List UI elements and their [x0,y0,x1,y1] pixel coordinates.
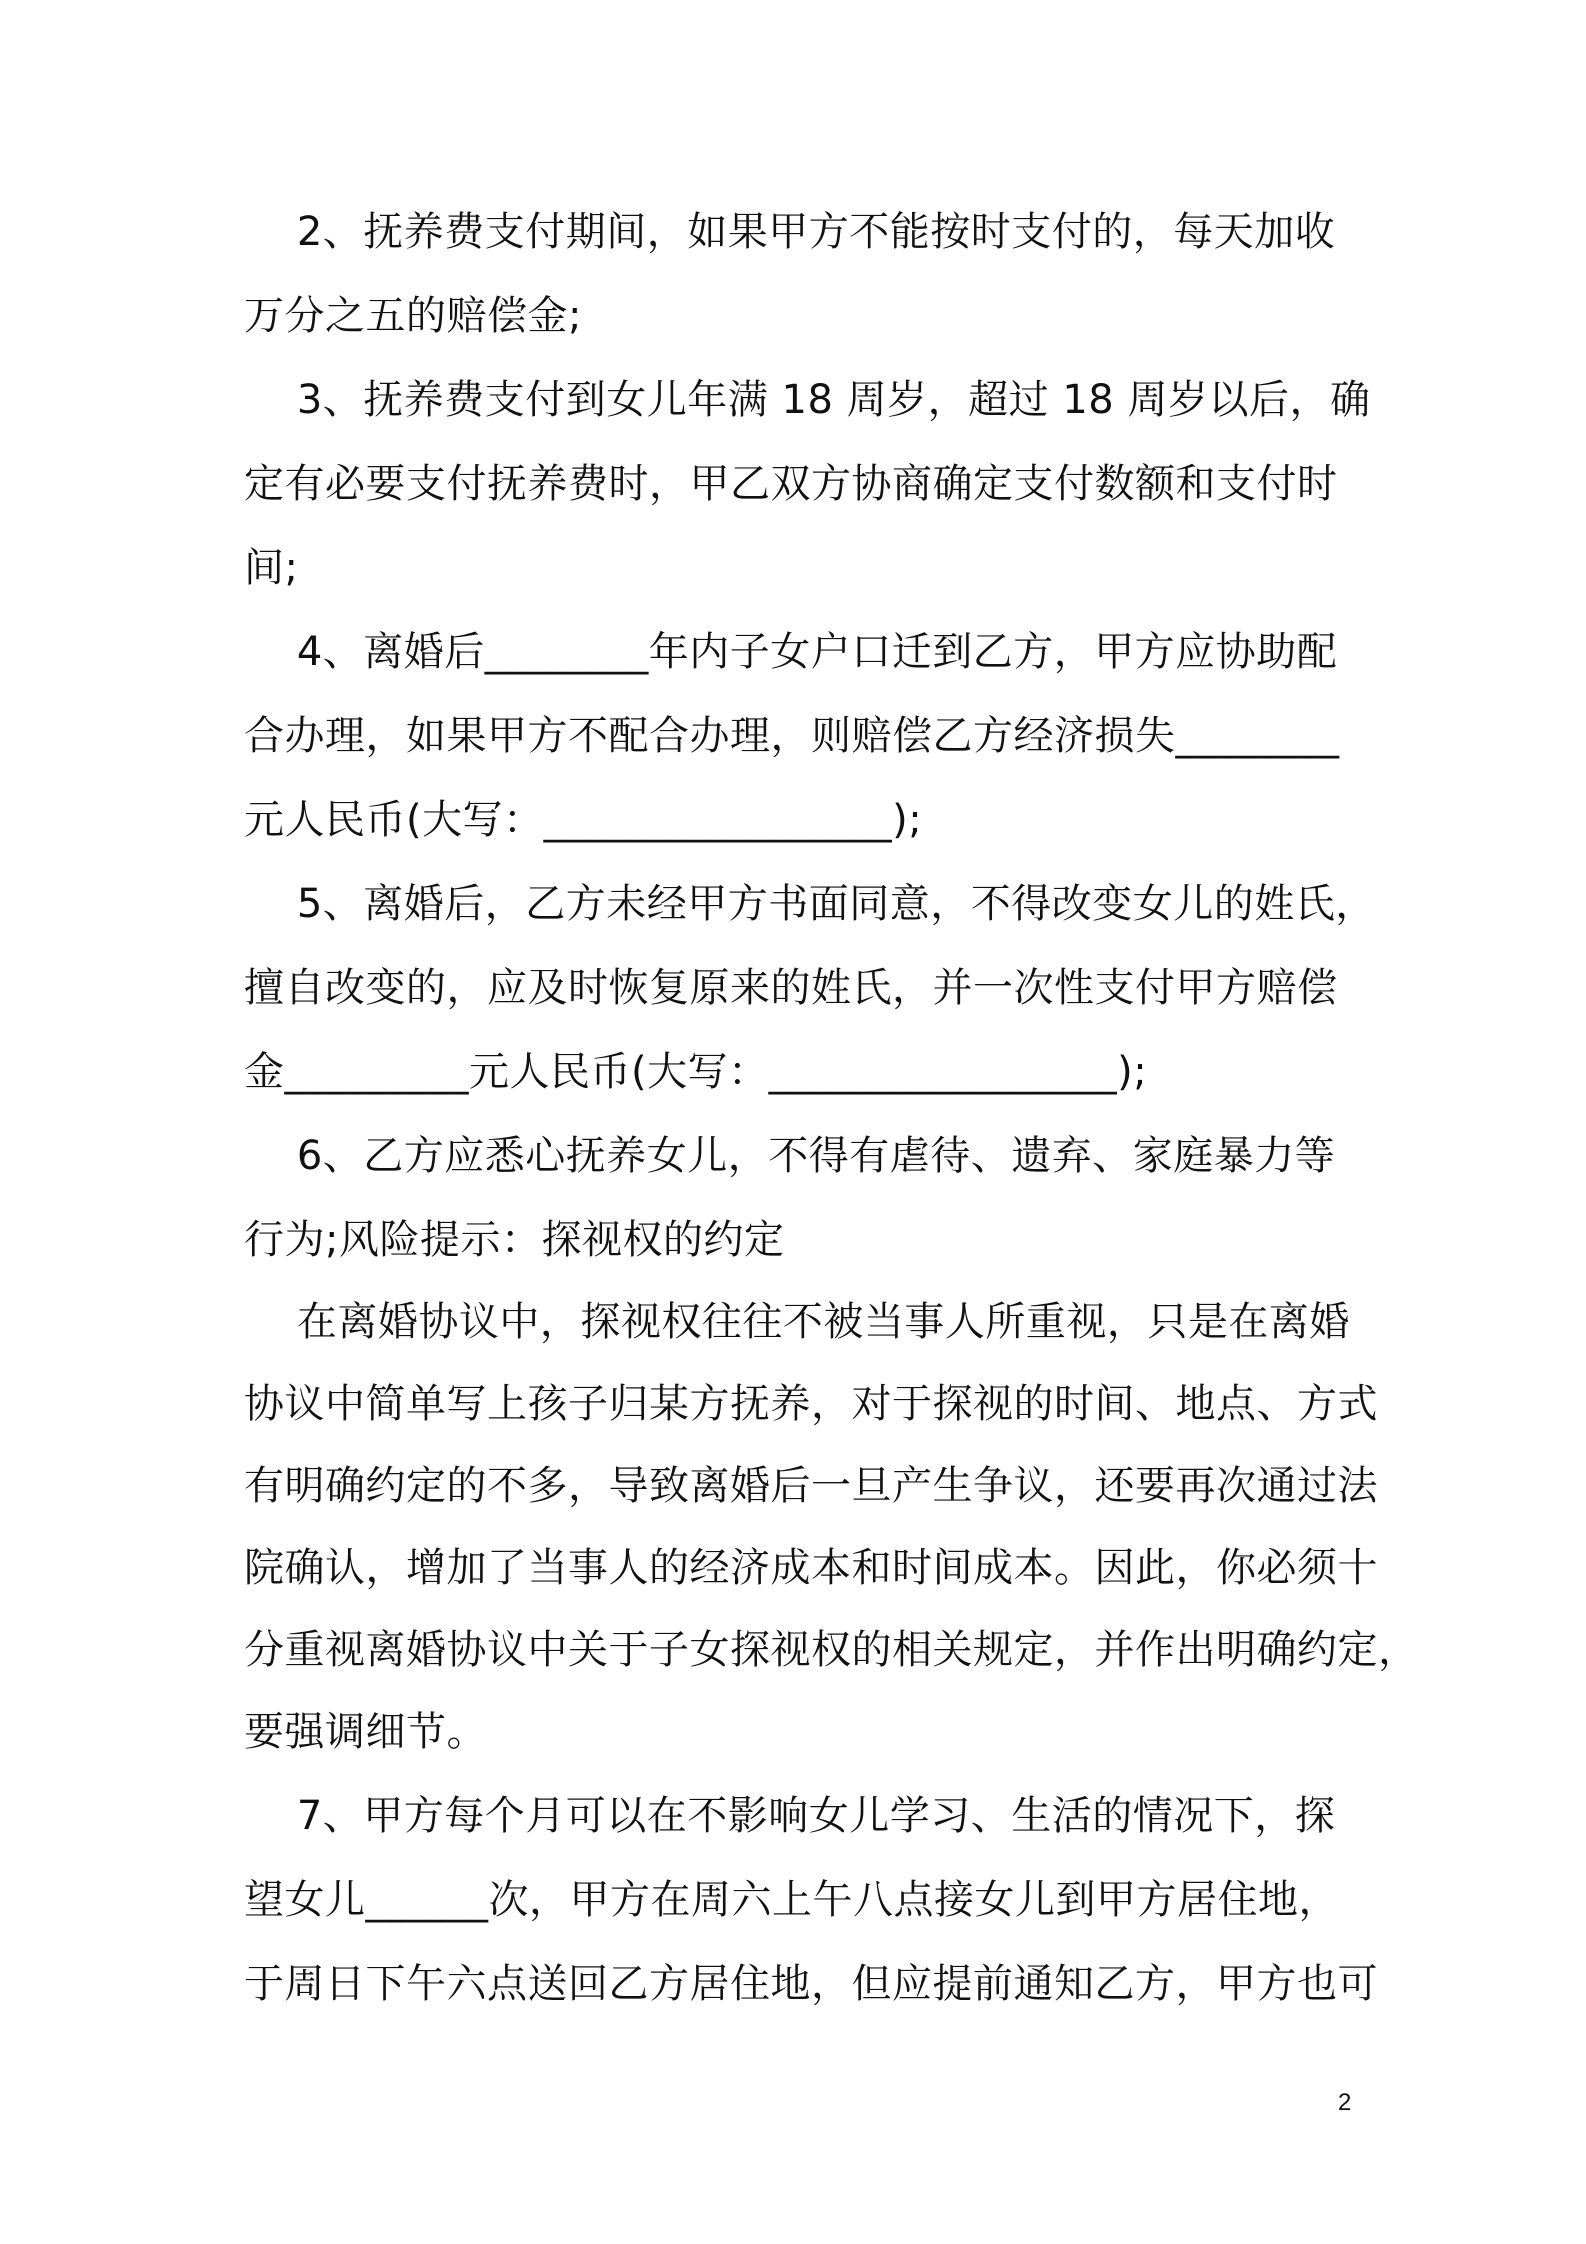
text-line: 擅自改变的，应及时恢复原来的姓氏，并一次性支付甲方赔偿 [244,965,1338,1011]
text-line: 4、离婚后________年内子女户口迁到乙方，甲方应协助配 [244,629,1338,675]
text-line: 有明确约定的不多，导致离婚后一旦产生争议，还要再次通过法 [244,1463,1378,1509]
text-line: 于周日下午六点送回乙方居住地，但应提前通知乙方，甲方也可 [244,1961,1378,2007]
text-line: 行为;风险提示：探视权的约定 [244,1217,785,1263]
text-line: 定有必要支付抚养费时，甲乙双方协商确定支付数额和支付时 [244,461,1338,507]
text-line: 在离婚协议中，探视权往往不被当事人所重视，只是在离婚 [244,1299,1350,1345]
text-line: 2、抚养费支付期间，如果甲方不能按时支付的，每天加收 [244,209,1336,255]
page-number: 2 [1338,2089,1352,2116]
text-line: 元人民币(大写：_________________); [244,797,923,843]
text-line: 院确认，增加了当事人的经济成本和时间成本。因此，你必须十 [244,1545,1378,1591]
text-line: 3、抚养费支付到女儿年满 18 周岁，超过 18 周岁以后，确 [244,377,1371,423]
text-line: 7、甲方每个月可以在不影响女儿学习、生活的情况下，探 [244,1793,1336,1839]
text-line: 6、乙方应悉心抚养女儿，不得有虐待、遗弃、家庭暴力等 [244,1133,1336,1179]
text-line: 金_________元人民币(大写：_________________); [244,1049,1148,1095]
text-line: 间; [244,545,299,591]
text-line: 5、离婚后，乙方未经甲方书面同意，不得改变女儿的姓氏， [244,881,1376,927]
text-line: 望女儿______次，甲方在周六上午八点接女儿到甲方居住地， [244,1877,1339,1923]
text-line: 合办理，如果甲方不配合办理，则赔偿乙方经济损失________ [244,713,1340,759]
text-line: 要强调细节。 [244,1709,487,1755]
text-line: 万分之五的赔偿金; [244,293,582,339]
text-line: 分重视离婚协议中关于子女探视权的相关规定，并作出明确约定， [244,1627,1419,1673]
text-line: 协议中简单写上孩子归某方抚养，对于探视的时间、地点、方式 [244,1381,1378,1427]
